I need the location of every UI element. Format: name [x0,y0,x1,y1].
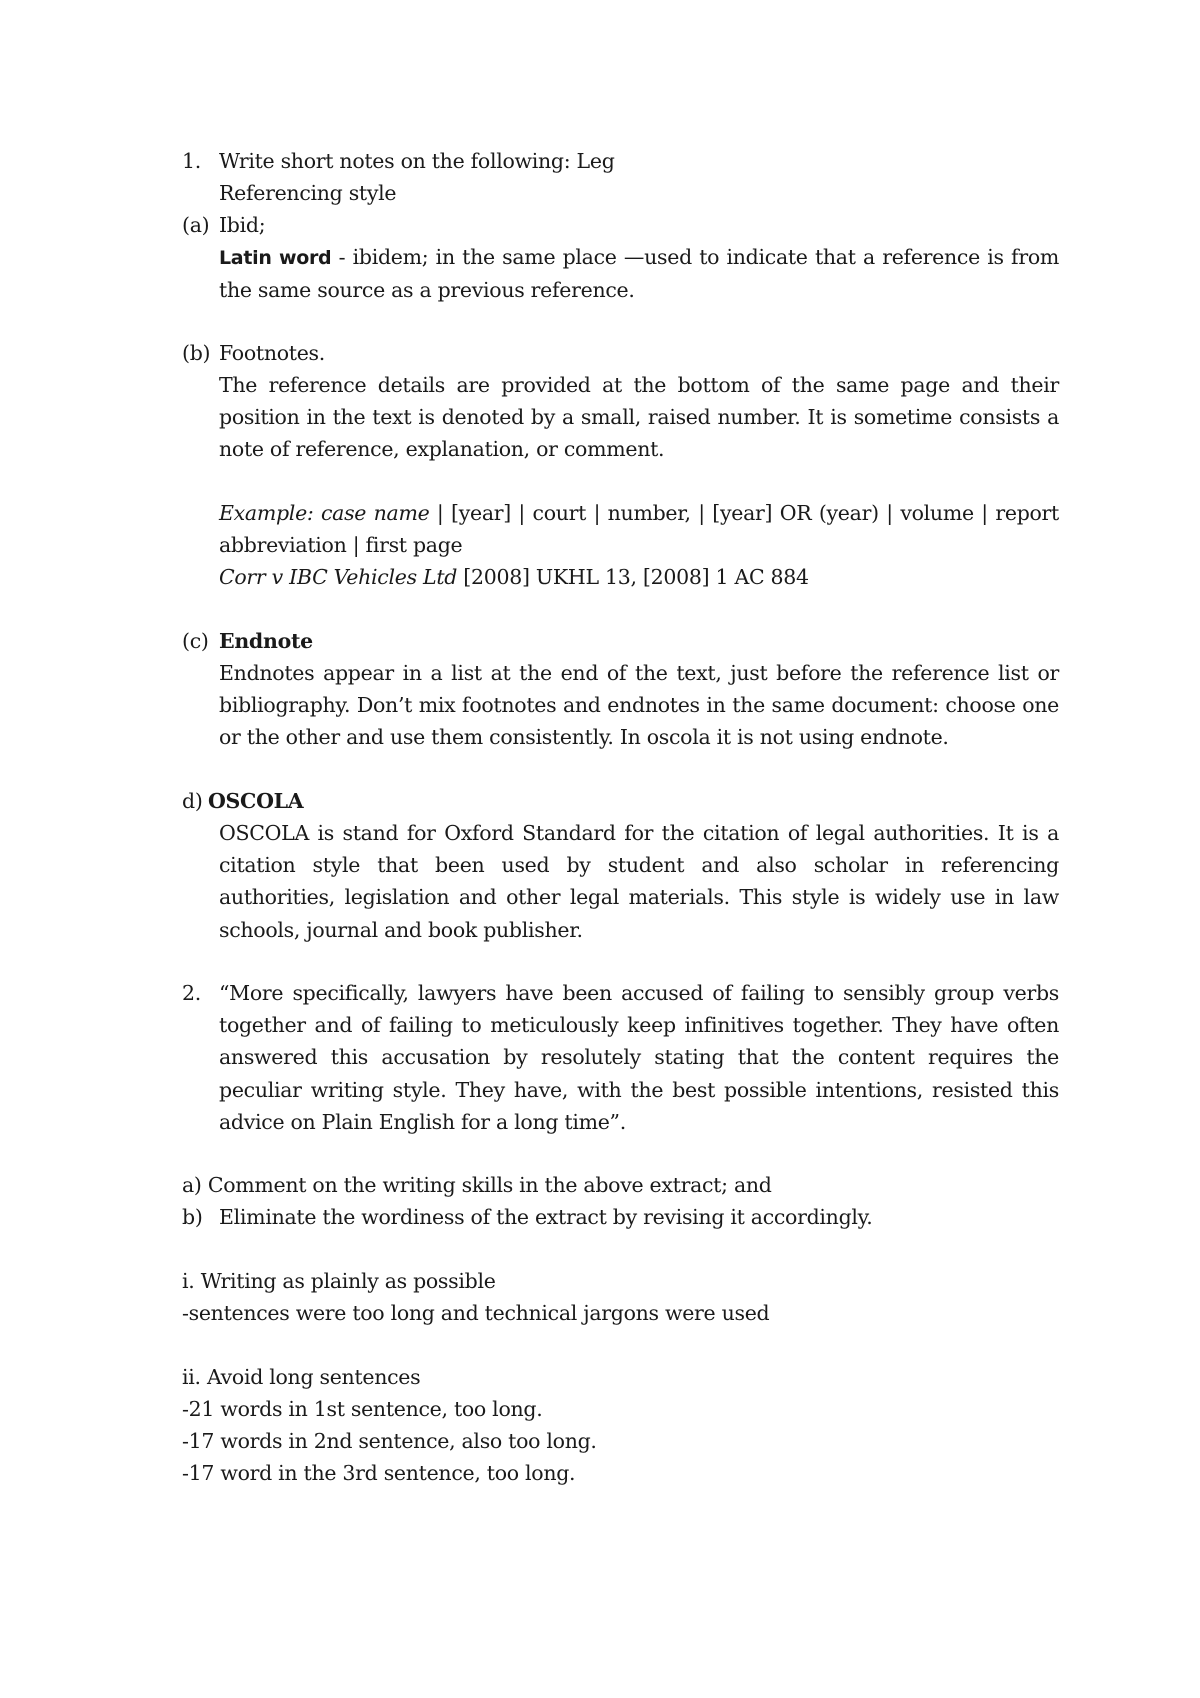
q1b-marker: (b) [182,341,211,365]
q1a-bold-lead: Latin word [219,247,332,269]
answer-ii-point-3: -17 word in the 3rd sentence, too long. [182,1461,576,1485]
q1b-paragraph: The reference details are provided at the bottom of the same page and their position in the text is denoted by a small, raised number. It is sometime consists a note of reference, explanation, or comment. [219,373,1059,462]
q1c-paragraph: Endnotes appear in a list at the end of the text, just before the reference list or bibliography. Don’t mix footnotes and endnotes in the same document: choose one or the other and use them consistently. In oscola it is not using endnote. [219,661,1059,750]
q1b-case-name: Corr v IBC Vehicles Ltd [219,565,458,589]
q1c-marker: (c) [182,629,209,653]
q1b-example-lead: Example: case name [219,501,430,525]
answer-ii-heading: ii. Avoid long sentences [182,1365,421,1389]
q1-number: 1. [182,149,201,173]
q1c-heading: Endnote [219,629,313,653]
q1d-heading: OSCOLA [208,789,304,813]
q1b-example [219,497,1059,561]
answer-ii-point-1: -21 words in 1st sentence, too long. [182,1397,543,1421]
q1a-text: - ibidem; in the same place —used to indicate that a reference is from the same source as a previous reference. [219,245,1060,303]
q1d-paragraph: OSCOLA is stand for Oxford Standard for the citation of legal authorities. It is a citation style that been used by student and also scholar in referencing authorities, legislation and other legal materials. This style is widely use in law schools, journal and book publisher. [219,821,1059,942]
q2-quote: “More specifically, lawyers have been accused of failing to sensibly group verbs together and of failing to meticulously keep infinitives together. They have often answered this accusation by resolutely stating that the content requires the peculiar writing style. They have, with the best possible intentions, resisted this advice on Plain English for a long time”. [219,981,1059,1134]
q1d-marker: d) [182,789,203,813]
q2-task-b-marker: b) [182,1205,203,1229]
answer-i-point: -sentences were too long and technical jargons were used [182,1301,770,1325]
answer-i-heading: i. Writing as plainly as possible [182,1269,496,1293]
q1a-heading: Ibid; [219,213,266,237]
q1b-example-text: | [year] | court | number, | [year] OR (year) | volume | report abbreviation | first page [219,501,1059,558]
q1a-marker: (a) [182,213,210,237]
q1a-paragraph [219,241,1059,306]
q1b-case [219,561,809,593]
answer-ii-point-2: -17 words in 2nd sentence, also too long. [182,1429,597,1453]
q1b-case-citation: [2008] UKHL 13, [2008] 1 AC 884 [457,565,809,589]
q2-number: 2. [182,981,201,1005]
q2-task-a: a) Comment on the writing skills in the above extract; and [182,1173,772,1197]
q2-task-b: Eliminate the wordiness of the extract by revising it accordingly. [219,1205,873,1229]
q1-title-line2: Referencing style [219,181,397,205]
q1b-heading: Footnotes. [219,341,325,365]
q1-title-line1: Write short notes on the following: Leg [219,149,615,173]
